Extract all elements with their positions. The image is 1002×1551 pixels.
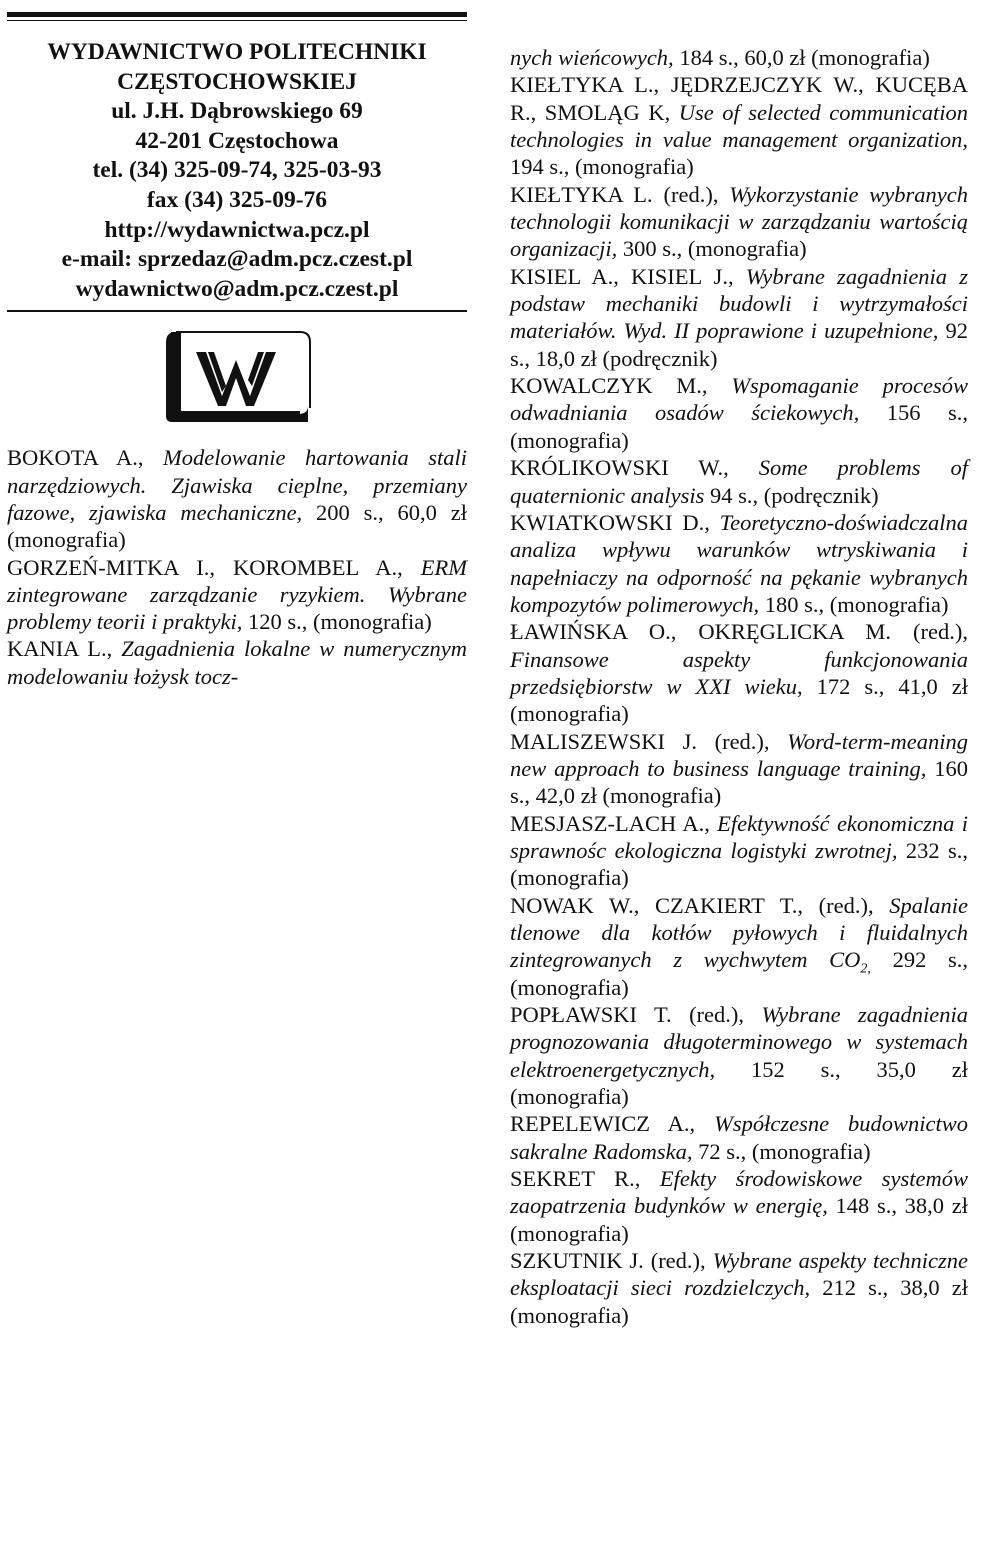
entry-details: 152 s., 35,0 zł (monografia) <box>510 1056 968 1110</box>
entry-title: Zagadnienia lokalne w numerycznym modelowaniu łożysk tocz- <box>7 636 467 689</box>
entry-details: 184 s., 60,0 zł (monografia) <box>673 45 930 70</box>
entry-author: ŁAWIŃSKA O., OKRĘGLICKA M. (red.), <box>510 619 968 645</box>
entry-title: Spalanie tlenowe dla kotłów pyłowych i fluidalnych zintegrowanych z wychwytem CO <box>510 892 968 973</box>
entry-author: POPŁAWSKI T. (red.), <box>510 1002 762 1028</box>
top-double-rule <box>7 12 467 21</box>
entry-author: REPELEWICZ A., <box>510 1111 715 1137</box>
entry-details: 200 s., 60,0 zł (monografia) <box>7 499 467 553</box>
entry-title: Współczesne budownictwo sakralne Radomska, <box>510 1111 968 1164</box>
entry-title: Wybrane zagadnienia prognozowania długoterminowego w systemach elektroenergetycznych, <box>510 1002 968 1082</box>
entry-title: Efektywność ekonomiczna i sprawnośc ekologiczna logistyki zwrotnej, <box>510 810 968 863</box>
entry-details: 212 s., 38,0 zł (monografia) <box>510 1275 968 1328</box>
entry-title: Some problems of quaternionic analysis <box>510 455 968 508</box>
catalog-entry <box>510 1001 968 1110</box>
entry-title: Teoretyczno-doświadczalna analiza wpływu warunków wtryskiwania i napełniaczy na odporność na pękanie wybranych kompozytów polimerowych, <box>510 509 968 617</box>
entry-details: 94 s., (podręcznik) <box>704 482 879 508</box>
entry-title: Modelowanie hartowania stali narzędziowych. Zjawiska cieplne, przemiany fazowe, zjawiska mechaniczne, <box>7 445 467 525</box>
entry-author: BOKOTA A., <box>7 445 163 471</box>
publisher-w-logo-icon <box>160 326 312 426</box>
catalog-entry <box>7 444 467 553</box>
entry-author: KIEŁTYKA L. (red.), <box>510 181 730 207</box>
publisher-name-line1: WYDAWNICTWO POLITECHNIKI <box>47 39 427 65</box>
entry-details: 172 s., 41,0 zł (monografia) <box>510 673 969 727</box>
catalog-entry <box>510 618 968 727</box>
entry-details: 92 s., 18,0 zł (podręcznik) <box>510 318 969 371</box>
publisher-email: e-mail: sprzedaz@adm.pcz.czest.pl <box>61 246 413 273</box>
catalog-entry <box>510 509 968 618</box>
entry-author: KISIEL A., KISIEL J., <box>510 263 746 289</box>
catalog-entry <box>510 181 968 263</box>
entry-author: SEKRET R., <box>510 1166 660 1192</box>
entry-title: Finansowe aspekty funkcjonowania przedsiębiorstw w XXI wieku, <box>510 646 968 699</box>
entry-title: Word-term-meaning new approach to business language training, <box>510 728 968 781</box>
entry-title: Wybrane zagadnienia z podstaw mechaniki budowli i wytrzymałości materiałów. Wyd. II poprawione i uzupełnione, <box>510 263 968 344</box>
catalog-entry <box>510 44 968 71</box>
entry-details: 300 s., (monografia) <box>617 236 807 262</box>
publisher-email-2: wydawnictwo@adm.pcz.czest.pl <box>75 275 399 302</box>
logo-area <box>7 312 467 442</box>
entry-author: GORZEŃ-MITKA I., KOROMBEL A., <box>7 554 421 580</box>
entry-author: MESJASZ-LACH A., <box>510 810 718 836</box>
publisher-street: ul. J.H. Dąbrowskiego 69 <box>111 98 363 125</box>
left-entries <box>7 444 467 690</box>
catalog-entry <box>7 554 467 636</box>
catalog-entry <box>510 892 968 1001</box>
entry-title: Efekty środowiskowe systemów zaopatrzenia budynków w energię, <box>510 1166 969 1219</box>
entry-title-subscript: 2, <box>860 961 871 977</box>
entry-details: 120 s., (monografia) <box>242 609 432 635</box>
catalog-entry <box>510 1165 968 1247</box>
entry-author: KIEŁTYKA L., JĘDRZEJCZYK W., KUCĘBA R., SMOLĄG K, <box>510 72 968 125</box>
entry-title: Wykorzystanie wybranych technologii komunikacji w zarządzaniu wartością organizacji, <box>510 181 968 262</box>
entry-author: KRÓLIKOWSKI W., <box>510 455 759 481</box>
entry-details: 292 s., (monografia) <box>510 947 968 1000</box>
entry-title: Wybrane aspekty techniczne eksploatacji sieci rozdzielczych, <box>510 1248 968 1301</box>
entry-details: 156 s., (monografia) <box>510 400 968 453</box>
catalog-entry <box>510 810 968 892</box>
publisher-web: http://wydawnictwa.pcz.pl <box>104 216 370 243</box>
entry-author: MALISZEWSKI J. (red.), <box>510 728 788 754</box>
entry-author: KANIA L., <box>7 636 122 662</box>
entry-details: 72 s., (monografia) <box>692 1138 871 1164</box>
entry-author: SZKUTNIK J. (red.), <box>510 1248 713 1274</box>
entry-details: 160 s., 42,0 zł (monografia) <box>510 755 968 809</box>
entry-details: 194 s., (monografia) <box>510 154 694 180</box>
left-column <box>7 38 467 690</box>
publisher-fax: fax (34) 325-09-76 <box>146 186 328 213</box>
catalog-entry <box>510 454 968 509</box>
entry-author: KOWALCZYK M., <box>510 373 732 399</box>
catalog-entry <box>510 728 968 810</box>
right-entries <box>510 44 968 1329</box>
catalog-entry <box>510 372 968 454</box>
catalog-entry <box>510 263 968 372</box>
catalog-entry <box>510 1110 968 1165</box>
entry-title: Use of selected communication technologies in value management organization, <box>510 99 968 153</box>
publisher-city: 42-201 Częstochowa <box>135 127 339 154</box>
catalog-entry <box>510 1247 968 1329</box>
catalog-entry <box>510 71 968 180</box>
entry-details: 180 s., (monografia) <box>759 591 949 617</box>
entry-author: KWIATKOWSKI D., <box>510 509 720 535</box>
entry-author: NOWAK W., CZAKIERT T., (red.), <box>510 892 890 918</box>
entry-title: nych wieńcowych, <box>510 45 674 70</box>
publisher-name-line2: CZĘSTOCHOWSKIEJ <box>117 68 357 95</box>
entry-title: Wspomaganie procesów odwadniania osadów ściekowych, <box>510 373 968 426</box>
publisher-header <box>7 38 467 304</box>
right-column <box>510 44 968 1329</box>
entry-details: 232 s., (monografia) <box>510 837 968 891</box>
entry-details: 148 s., 38,0 zł (monografia) <box>510 1193 968 1246</box>
publisher-tel: tel. (34) 325-09-74, 325-03-93 <box>92 157 382 184</box>
catalog-entry <box>7 635 467 690</box>
entry-title: ERM zintegrowane zarządzanie ryzykiem. Wybrane problemy teorii i praktyki, <box>7 554 467 635</box>
